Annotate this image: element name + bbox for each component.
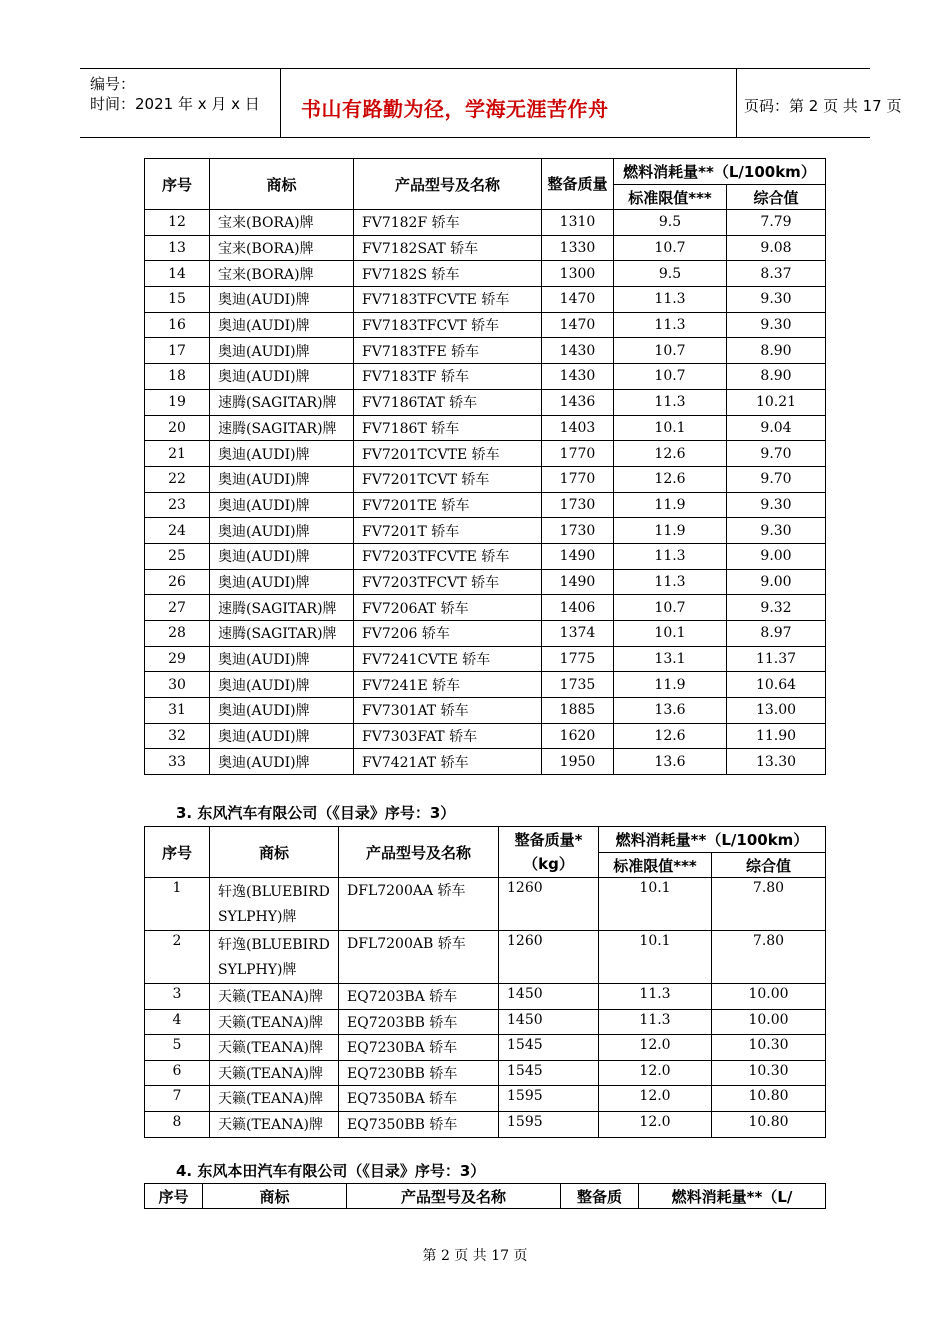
cell-limit: 11.3 — [614, 569, 727, 595]
cell-mass: 1403 — [542, 415, 614, 441]
cell-seq: 13 — [145, 235, 210, 261]
table-row — [145, 415, 826, 441]
cell-limit: 10.7 — [614, 235, 727, 261]
cell-combined: 9.32 — [727, 595, 826, 621]
header-info-cell — [80, 69, 280, 137]
cell-mass: 1770 — [542, 441, 614, 467]
cell-model: EQ7230BA 轿车 — [339, 1035, 499, 1061]
cell-limit: 11.9 — [614, 672, 727, 698]
cell-limit: 11.9 — [614, 518, 727, 544]
cell-limit: 12.0 — [599, 1086, 712, 1112]
cell-model: FV7186T 轿车 — [354, 415, 542, 441]
cell-brand: 奥迪(AUDI)牌 — [210, 698, 354, 724]
cell-model: FV7201TCVTE 轿车 — [354, 441, 542, 467]
fuel-table-section3 — [144, 826, 826, 1138]
header-limit: 标准限值*** — [599, 853, 712, 878]
cell-seq: 14 — [145, 261, 210, 287]
fuel-table-section4 — [144, 1183, 826, 1209]
cell-combined: 11.90 — [727, 723, 826, 749]
cell-brand: 奥迪(AUDI)牌 — [210, 338, 354, 364]
cell-combined: 9.30 — [727, 287, 826, 313]
cell-mass: 1730 — [542, 518, 614, 544]
table-row — [145, 1086, 826, 1112]
cell-model: FV7206 轿车 — [354, 621, 542, 647]
cell-combined: 9.08 — [727, 235, 826, 261]
cell-seq: 5 — [145, 1035, 210, 1061]
cell-combined: 10.21 — [727, 389, 826, 415]
cell-mass: 1430 — [542, 364, 614, 390]
cell-limit: 9.5 — [614, 210, 727, 236]
cell-limit: 11.3 — [599, 984, 712, 1010]
table-row — [145, 287, 826, 313]
table-row — [145, 312, 826, 338]
header-brand: 商标 — [210, 159, 354, 210]
cell-seq: 21 — [145, 441, 210, 467]
header-fuel: 燃料消耗量**（L/100km） — [599, 827, 826, 853]
cell-seq: 26 — [145, 569, 210, 595]
cell-seq: 6 — [145, 1060, 210, 1086]
table-row — [145, 931, 826, 984]
table-row — [145, 389, 826, 415]
cell-brand: 天籁(TEANA)牌 — [210, 1111, 339, 1137]
cell-brand: 奥迪(AUDI)牌 — [210, 441, 354, 467]
cell-mass: 1300 — [542, 261, 614, 287]
cell-combined: 9.30 — [727, 312, 826, 338]
cell-brand: 奥迪(AUDI)牌 — [210, 518, 354, 544]
cell-mass: 1730 — [542, 492, 614, 518]
cell-model: DFL7200AA 轿车 — [339, 878, 499, 931]
cell-combined: 10.00 — [712, 1009, 826, 1035]
cell-seq: 7 — [145, 1086, 210, 1112]
cell-limit: 13.1 — [614, 646, 727, 672]
cell-model: FV7182SAT 轿车 — [354, 235, 542, 261]
time-label: 时间：2021 年 x 月 x 日 — [90, 95, 260, 113]
header-mass: 整备质量*（kg） — [499, 827, 599, 878]
cell-limit: 11.3 — [614, 312, 727, 338]
cell-model: FV7203TFCVTE 轿车 — [354, 543, 542, 569]
cell-combined: 9.30 — [727, 518, 826, 544]
cell-model: EQ7203BA 轿车 — [339, 984, 499, 1010]
cell-seq: 17 — [145, 338, 210, 364]
cell-mass: 1545 — [499, 1060, 599, 1086]
page-header — [80, 68, 902, 138]
cell-limit: 12.6 — [614, 723, 727, 749]
cell-mass: 1450 — [499, 1009, 599, 1035]
table-row — [145, 1111, 826, 1137]
cell-brand: 轩逸(BLUEBIRD SYLPHY)牌 — [210, 931, 339, 984]
cell-seq: 15 — [145, 287, 210, 313]
cell-model: FV7301AT 轿车 — [354, 698, 542, 724]
cell-limit: 11.3 — [599, 1009, 712, 1035]
header-page-cell — [736, 69, 902, 137]
cell-brand: 奥迪(AUDI)牌 — [210, 466, 354, 492]
cell-model: FV7201T 轿车 — [354, 518, 542, 544]
cell-limit: 10.1 — [614, 621, 727, 647]
cell-mass: 1490 — [542, 543, 614, 569]
header-motto-cell — [280, 69, 737, 137]
cell-brand: 天籁(TEANA)牌 — [210, 1035, 339, 1061]
cell-seq: 19 — [145, 389, 210, 415]
header-limit: 标准限值*** — [614, 185, 727, 210]
cell-brand: 宝来(BORA)牌 — [210, 261, 354, 287]
table-row — [145, 878, 826, 931]
table-row — [145, 569, 826, 595]
table-row — [145, 1060, 826, 1086]
cell-combined: 10.30 — [712, 1060, 826, 1086]
cell-seq: 3 — [145, 984, 210, 1010]
cell-combined: 7.80 — [712, 931, 826, 984]
cell-seq: 29 — [145, 646, 210, 672]
header-mass: 整备质 — [561, 1184, 639, 1209]
cell-brand: 奥迪(AUDI)牌 — [210, 543, 354, 569]
cell-model: FV7303FAT 轿车 — [354, 723, 542, 749]
cell-brand: 奥迪(AUDI)牌 — [210, 672, 354, 698]
cell-seq: 24 — [145, 518, 210, 544]
cell-combined: 10.64 — [727, 672, 826, 698]
cell-brand: 宝来(BORA)牌 — [210, 235, 354, 261]
cell-combined: 8.97 — [727, 621, 826, 647]
cell-model: FV7201TE 轿车 — [354, 492, 542, 518]
cell-limit: 13.6 — [614, 749, 727, 775]
cell-combined: 10.80 — [712, 1086, 826, 1112]
page-label: 页码：第 2 页 共 17 页 — [744, 97, 902, 115]
cell-limit: 11.9 — [614, 492, 727, 518]
cell-brand: 天籁(TEANA)牌 — [210, 1009, 339, 1035]
cell-seq: 22 — [145, 466, 210, 492]
cell-limit: 10.1 — [599, 931, 712, 984]
cell-limit: 10.1 — [599, 878, 712, 931]
cell-model: EQ7203BB 轿车 — [339, 1009, 499, 1035]
section4-title: 4. 东风本田汽车有限公司（《目录》序号：3） — [176, 1162, 486, 1180]
cell-combined: 9.70 — [727, 466, 826, 492]
cell-mass: 1490 — [542, 569, 614, 595]
cell-model: FV7186TAT 轿车 — [354, 389, 542, 415]
cell-limit: 9.5 — [614, 261, 727, 287]
cell-mass: 1310 — [542, 210, 614, 236]
cell-model: FV7241E 轿车 — [354, 672, 542, 698]
cell-mass: 1330 — [542, 235, 614, 261]
table2-body — [145, 878, 826, 1138]
cell-brand: 轩逸(BLUEBIRD SYLPHY)牌 — [210, 878, 339, 931]
header-seq: 序号 — [145, 1184, 203, 1209]
cell-seq: 28 — [145, 621, 210, 647]
cell-brand: 奥迪(AUDI)牌 — [210, 723, 354, 749]
cell-combined: 9.30 — [727, 492, 826, 518]
cell-seq: 31 — [145, 698, 210, 724]
header-brand: 商标 — [203, 1184, 347, 1209]
cell-seq: 1 — [145, 878, 210, 931]
table-row — [145, 261, 826, 287]
cell-limit: 12.0 — [599, 1060, 712, 1086]
cell-seq: 30 — [145, 672, 210, 698]
table-row — [145, 492, 826, 518]
cell-seq: 33 — [145, 749, 210, 775]
cell-brand: 天籁(TEANA)牌 — [210, 1060, 339, 1086]
cell-limit: 12.6 — [614, 466, 727, 492]
number-label: 编号： — [90, 75, 136, 93]
fuel-table-continued — [144, 158, 826, 775]
cell-model: FV7183TFCVTE 轿车 — [354, 287, 542, 313]
cell-combined: 10.80 — [712, 1111, 826, 1137]
header-combined: 综合值 — [712, 853, 826, 878]
header-seq: 序号 — [145, 827, 210, 878]
table-row — [145, 235, 826, 261]
cell-combined: 10.30 — [712, 1035, 826, 1061]
cell-combined: 13.00 — [727, 698, 826, 724]
cell-mass: 1595 — [499, 1111, 599, 1137]
cell-combined: 9.00 — [727, 543, 826, 569]
cell-model: FV7241CVTE 轿车 — [354, 646, 542, 672]
cell-combined: 13.30 — [727, 749, 826, 775]
cell-brand: 奥迪(AUDI)牌 — [210, 364, 354, 390]
cell-mass: 1406 — [542, 595, 614, 621]
cell-limit: 12.6 — [614, 441, 727, 467]
cell-seq: 2 — [145, 931, 210, 984]
header-fuel: 燃料消耗量**（L/ — [639, 1184, 826, 1209]
cell-model: DFL7200AB 轿车 — [339, 931, 499, 984]
table-row — [145, 749, 826, 775]
cell-limit: 11.3 — [614, 287, 727, 313]
cell-brand: 速腾(SAGITAR)牌 — [210, 595, 354, 621]
cell-seq: 27 — [145, 595, 210, 621]
cell-mass: 1450 — [499, 984, 599, 1010]
cell-combined: 11.37 — [727, 646, 826, 672]
cell-mass: 1436 — [542, 389, 614, 415]
cell-limit: 10.7 — [614, 595, 727, 621]
cell-mass: 1620 — [542, 723, 614, 749]
table-row — [145, 441, 826, 467]
table-row — [145, 672, 826, 698]
cell-mass: 1735 — [542, 672, 614, 698]
cell-model: FV7182F 轿车 — [354, 210, 542, 236]
table-row — [145, 723, 826, 749]
cell-brand: 奥迪(AUDI)牌 — [210, 287, 354, 313]
motto-text: 书山有路勤为径，学海无涯苦作舟 — [301, 97, 609, 121]
table-row — [145, 364, 826, 390]
cell-mass: 1260 — [499, 931, 599, 984]
cell-mass: 1430 — [542, 338, 614, 364]
cell-brand: 奥迪(AUDI)牌 — [210, 749, 354, 775]
table-row — [145, 984, 826, 1010]
cell-model: FV7206AT 轿车 — [354, 595, 542, 621]
table-row — [145, 698, 826, 724]
cell-limit: 10.7 — [614, 364, 727, 390]
cell-limit: 12.0 — [599, 1111, 712, 1137]
cell-brand: 奥迪(AUDI)牌 — [210, 646, 354, 672]
table1-body — [145, 210, 826, 775]
cell-mass: 1470 — [542, 312, 614, 338]
table-row — [145, 595, 826, 621]
cell-seq: 16 — [145, 312, 210, 338]
cell-combined: 10.00 — [712, 984, 826, 1010]
cell-limit: 11.3 — [614, 543, 727, 569]
cell-seq: 23 — [145, 492, 210, 518]
section3-title: 3. 东风汽车有限公司（《目录》序号：3） — [176, 804, 456, 822]
cell-seq: 25 — [145, 543, 210, 569]
table-row — [145, 646, 826, 672]
cell-limit: 11.3 — [614, 389, 727, 415]
cell-brand: 天籁(TEANA)牌 — [210, 984, 339, 1010]
cell-limit: 12.0 — [599, 1035, 712, 1061]
cell-combined: 9.00 — [727, 569, 826, 595]
page-footer: 第 2 页 共 17 页 — [422, 1248, 528, 1264]
cell-mass: 1775 — [542, 646, 614, 672]
table-row — [145, 543, 826, 569]
cell-seq: 32 — [145, 723, 210, 749]
cell-brand: 速腾(SAGITAR)牌 — [210, 389, 354, 415]
table-row — [145, 466, 826, 492]
cell-mass: 1470 — [542, 287, 614, 313]
cell-mass: 1545 — [499, 1035, 599, 1061]
cell-model: FV7183TFE 轿车 — [354, 338, 542, 364]
cell-mass: 1885 — [542, 698, 614, 724]
cell-mass: 1950 — [542, 749, 614, 775]
cell-model: EQ7230BB 轿车 — [339, 1060, 499, 1086]
header-combined: 综合值 — [727, 185, 826, 210]
table-row — [145, 1035, 826, 1061]
header-model: 产品型号及名称 — [347, 1184, 561, 1209]
cell-combined: 8.90 — [727, 338, 826, 364]
table-row — [145, 518, 826, 544]
cell-model: FV7182S 轿车 — [354, 261, 542, 287]
cell-combined: 8.37 — [727, 261, 826, 287]
cell-combined: 7.80 — [712, 878, 826, 931]
header-seq: 序号 — [145, 159, 210, 210]
cell-brand: 奥迪(AUDI)牌 — [210, 569, 354, 595]
cell-seq: 18 — [145, 364, 210, 390]
cell-mass: 1595 — [499, 1086, 599, 1112]
cell-combined: 8.90 — [727, 364, 826, 390]
cell-model: FV7421AT 轿车 — [354, 749, 542, 775]
table-row — [145, 338, 826, 364]
header-model: 产品型号及名称 — [354, 159, 542, 210]
header-mass: 整备质量 — [542, 159, 614, 210]
table-row — [145, 210, 826, 236]
cell-model: FV7201TCVT 轿车 — [354, 466, 542, 492]
cell-limit: 13.6 — [614, 698, 727, 724]
cell-seq: 4 — [145, 1009, 210, 1035]
cell-seq: 8 — [145, 1111, 210, 1137]
cell-brand: 天籁(TEANA)牌 — [210, 1086, 339, 1112]
cell-brand: 速腾(SAGITAR)牌 — [210, 415, 354, 441]
cell-brand: 奥迪(AUDI)牌 — [210, 312, 354, 338]
header-brand: 商标 — [210, 827, 339, 878]
cell-mass: 1374 — [542, 621, 614, 647]
cell-limit: 10.1 — [614, 415, 727, 441]
cell-mass: 1770 — [542, 466, 614, 492]
cell-model: EQ7350BA 轿车 — [339, 1086, 499, 1112]
header-model: 产品型号及名称 — [339, 827, 499, 878]
cell-seq: 20 — [145, 415, 210, 441]
cell-limit: 10.7 — [614, 338, 727, 364]
cell-brand: 奥迪(AUDI)牌 — [210, 492, 354, 518]
cell-combined: 7.79 — [727, 210, 826, 236]
cell-model: FV7183TF 轿车 — [354, 364, 542, 390]
cell-brand: 速腾(SAGITAR)牌 — [210, 621, 354, 647]
table-row — [145, 621, 826, 647]
table-row — [145, 1009, 826, 1035]
cell-combined: 9.04 — [727, 415, 826, 441]
cell-brand: 宝来(BORA)牌 — [210, 210, 354, 236]
cell-combined: 9.70 — [727, 441, 826, 467]
cell-mass: 1260 — [499, 878, 599, 931]
header-fuel: 燃料消耗量**（L/100km） — [614, 159, 826, 185]
cell-model: FV7183TFCVT 轿车 — [354, 312, 542, 338]
cell-model: FV7203TFCVT 轿车 — [354, 569, 542, 595]
cell-seq: 12 — [145, 210, 210, 236]
cell-model: EQ7350BB 轿车 — [339, 1111, 499, 1137]
